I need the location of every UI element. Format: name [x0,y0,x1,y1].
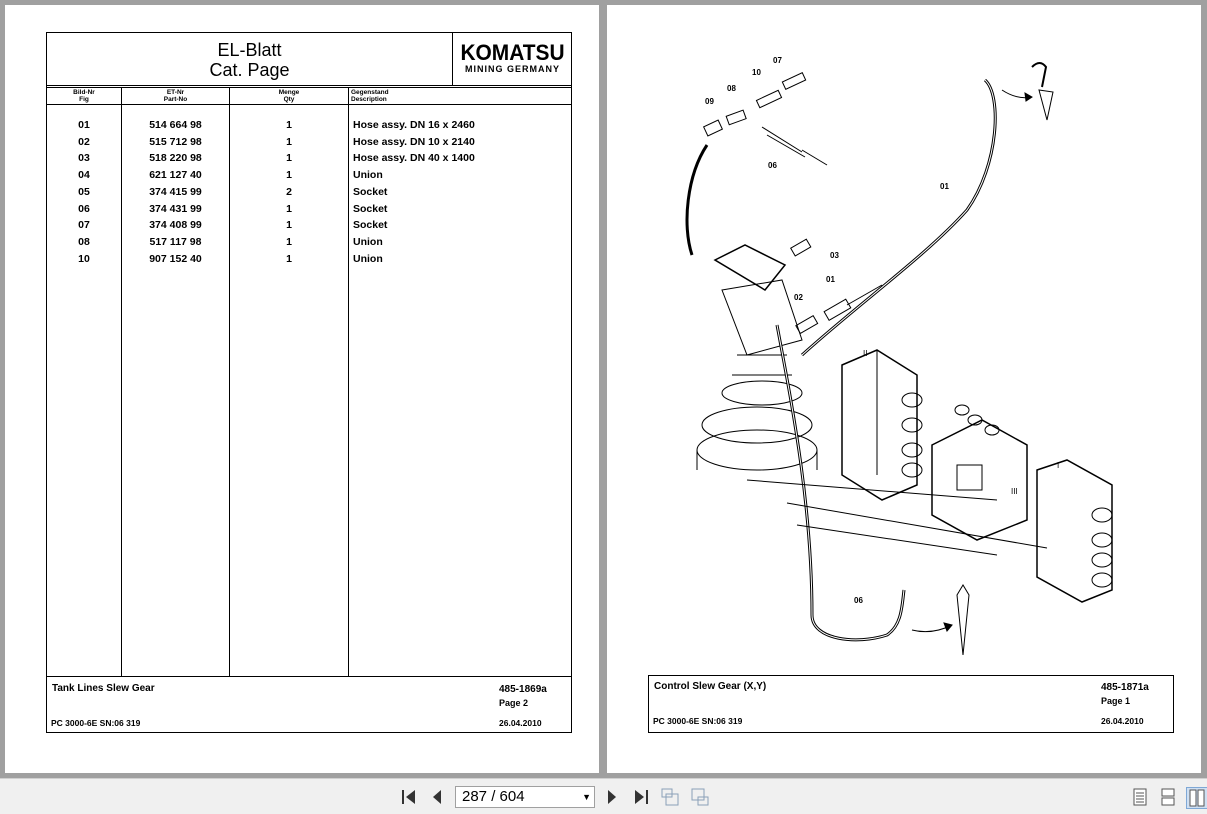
cell-fig: 08 [78,235,90,248]
cell-fig: 02 [78,135,90,148]
table-row [47,136,571,152]
single-page-icon [1132,788,1148,806]
page-indicator: 287 / 604 [462,788,525,805]
cell-desc: Hose assy. DN 10 x 2140 [353,135,475,148]
forward-view-icon [690,787,710,807]
first-page-icon [401,789,419,805]
header-fig-en: Fig [79,96,89,103]
cell-fig: 04 [78,169,90,182]
komatsu-logo [452,33,572,85]
table-row [47,186,571,202]
callout-09: 09 [705,97,714,106]
header-fig [47,89,121,103]
cell-fig: 01 [78,119,90,131]
cell-desc: Socket [353,185,388,198]
cell-qty: 1 [286,135,292,148]
callout-03: 03 [830,251,839,260]
callout-06-bottom: 06 [854,596,863,605]
cell-fig: 10 [78,252,90,265]
valve-label-i: I [1057,461,1060,470]
viewer-toolbar [0,778,1207,814]
page-footer-right [648,675,1174,733]
table-row [47,169,571,185]
single-page-view-button[interactable] [1130,787,1150,807]
table-row [47,152,571,168]
callout-02: 02 [794,293,803,302]
footer-title: Tank Lines Slew Gear [52,683,155,694]
cell-qty: 1 [286,235,292,248]
cell-qty: 1 [286,219,292,232]
column-headers [47,87,571,105]
page-number-select[interactable] [455,786,595,808]
cell-desc: Socket [353,219,388,232]
cell-part: 514 664 98 [149,119,202,131]
cell-fig: 05 [78,185,90,198]
cell-fig: 03 [78,152,90,165]
header-desc [351,89,389,103]
table-row [47,253,571,269]
valve-label-iii: III [1011,487,1018,496]
next-page-icon [606,789,618,805]
logo-main-text: KOMATSU [460,40,565,65]
callout-01-fitting: 01 [826,275,835,284]
header-part-de: ET-Nr [166,89,185,96]
dropdown-arrow-icon: ▼ [582,792,591,802]
footer-page-right: Page 1 [1101,696,1131,706]
cell-part: 907 152 40 [149,252,202,265]
footer-title-right: Control Slew Gear (X,Y) [654,681,767,692]
previous-page-icon [431,789,443,805]
header-part-en: Part-No [163,96,188,103]
callout-10: 10 [752,68,761,77]
cell-qty: 1 [286,152,292,165]
cell-part: 374 408 99 [149,219,202,232]
back-view-icon [660,787,680,807]
callout-07: 07 [773,56,782,65]
cell-fig: 06 [78,202,90,215]
catalog-page-left [5,5,599,773]
previous-page-button[interactable] [427,787,447,807]
last-page-icon [631,789,649,805]
table-row [47,219,571,235]
first-page-button[interactable] [400,787,420,807]
table-row [47,119,571,135]
header-qty-en: Qty [283,96,295,103]
header-qty [230,89,348,103]
table-row [47,236,571,252]
exploded-diagram [607,5,1201,665]
table-row [47,203,571,219]
page-footer [47,676,571,733]
two-page-view-button[interactable] [1186,787,1207,809]
cell-desc: Hose assy. DN 40 x 1400 [353,152,475,165]
cell-qty: 1 [286,202,292,215]
header-qty-de: Menge [278,89,300,96]
two-page-icon [1189,789,1205,807]
cell-part: 515 712 98 [149,135,202,148]
catalog-page-right [607,5,1201,773]
cell-qty: 1 [286,252,292,265]
cell-fig: 07 [78,219,90,232]
cell-desc: Hose assy. DN 16 x 2460 [353,119,475,131]
cell-qty: 2 [286,185,292,198]
cell-qty: 1 [286,169,292,182]
title-block [47,33,571,86]
callout-06-top: 06 [768,161,777,170]
cell-part: 621 127 40 [149,169,202,182]
header-desc-en: Description [351,96,387,103]
cell-desc: Union [353,252,383,265]
logo-sub-text: MINING GERMANY [465,64,560,74]
footer-date-right: 26.04.2010 [1101,716,1144,726]
parts-list-frame [46,32,572,733]
cell-desc: Union [353,235,383,248]
continuous-view-button[interactable] [1158,787,1178,807]
last-page-button[interactable] [630,787,650,807]
callout-01-hose: 01 [940,182,949,191]
title-en: Cat. Page [209,60,290,80]
footer-page: Page 2 [499,698,529,708]
title-de: EL-Blatt [217,40,282,60]
footer-date: 26.04.2010 [499,718,542,728]
next-page-button[interactable] [602,787,622,807]
cell-qty: 1 [286,119,292,131]
cell-desc: Union [353,169,383,182]
continuous-page-icon [1160,788,1176,806]
header-part [122,89,229,103]
cell-part: 518 220 98 [149,152,202,165]
cell-part: 517 117 98 [149,235,202,248]
footer-model: PC 3000-6E SN:06 319 [51,718,141,728]
footer-model-right: PC 3000-6E SN:06 319 [653,716,743,726]
footer-doc-no: 485-1869a [499,684,547,695]
callout-08: 08 [727,84,736,93]
cell-part: 374 431 99 [149,202,202,215]
header-desc-de: Gegenstand [351,89,389,96]
header-fig-de: Bild-Nr [73,89,95,96]
valve-label-ii: II [863,349,868,358]
cell-part: 374 415 99 [149,185,202,198]
cell-desc: Socket [353,202,388,215]
back-view-button[interactable] [660,787,680,807]
forward-view-button[interactable] [690,787,710,807]
footer-doc-no-right: 485-1871a [1101,682,1149,693]
